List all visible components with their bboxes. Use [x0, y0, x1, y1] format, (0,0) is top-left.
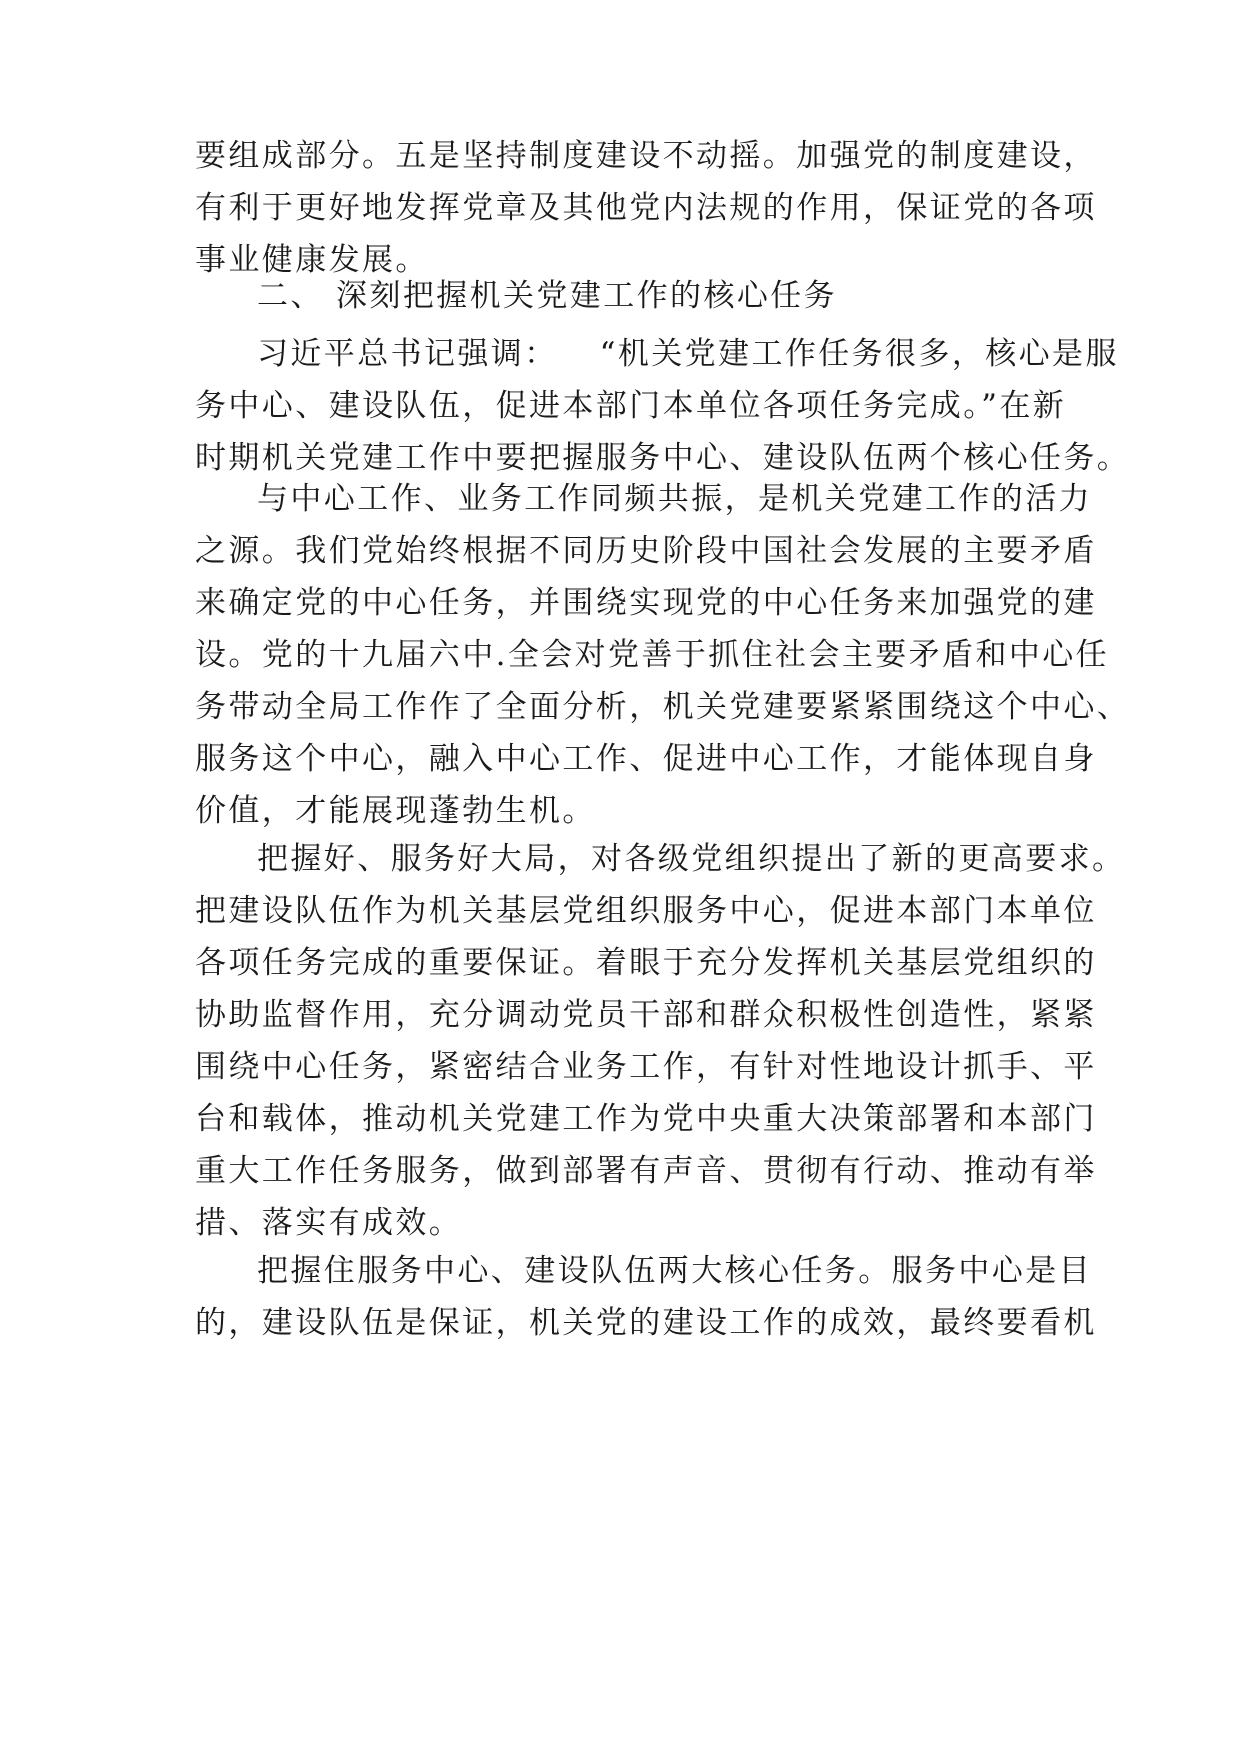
- quote-text: “机关党建工作任务很多，核心是服: [599, 336, 1119, 372]
- paragraph-line: 把建设队伍作为机关基层党组织服务中心，促进本部门本单位: [195, 893, 1097, 929]
- paragraph-4: [195, 833, 1126, 1249]
- paragraph-line: 事业健康发展。: [195, 242, 429, 278]
- paragraph-1: [195, 130, 1097, 286]
- paragraph-line: 来确定党的中心任务，并围绕实现党的中心任务来加强党的建: [195, 585, 1097, 621]
- paragraph-5: [195, 1245, 1097, 1349]
- paragraph-3: [195, 473, 1131, 837]
- paragraph-line: 之源。我们党始终根据不同历史阶段中国社会发展的主要矛盾: [195, 533, 1097, 569]
- paragraph-line: 时期机关党建工作中要把握服务中心、建设队伍两个核心任务。: [195, 440, 1131, 476]
- paragraph-line: 协助监督作用，充分调动党员干部和群众积极性创造性，紧紧: [195, 997, 1097, 1033]
- paragraph-line: 措、落实有成效。: [195, 1205, 463, 1241]
- paragraph-line: 重大工作任务服务，做到部署有声音、贯彻有行动、推动有举: [195, 1153, 1097, 1189]
- paragraph-line: 各项任务完成的重要保证。着眼于充分发挥机关基层党组织的: [195, 945, 1097, 981]
- paragraph-line: 台和载体，推动机关党建工作为党中央重大决策部署和本部门: [195, 1101, 1097, 1137]
- paragraph-line: 服务这个中心，融入中心工作、促进中心工作，才能体现自身: [195, 741, 1097, 777]
- paragraph-line: 与中心工作、业务工作同频共振，是机关党建工作的活力: [257, 481, 1092, 517]
- paragraph-line: 务中心、建设队伍，促进本部门本单位各项任务完成。”在新: [195, 388, 1067, 424]
- paragraph-line: 围绕中心任务，紧密结合业务工作，有针对性地设计抓手、平: [195, 1049, 1097, 1085]
- paragraph-line: 把握好、服务好大局，对各级党组织提出了新的更高要求。: [257, 841, 1126, 877]
- paragraph-line: 把握住服务中心、建设队伍两大核心任务。服务中心是目: [257, 1253, 1092, 1289]
- paragraph-line: 有利于更好地发挥党章及其他党内法规的作用，保证党的各项: [195, 190, 1097, 226]
- paragraph-line: 价值，才能展现蓬勃生机。: [195, 793, 596, 829]
- paragraph-line: [195, 328, 1119, 380]
- paragraph-line: 的，建设队伍是保证，机关党的建设工作的成效，最终要看机: [195, 1305, 1097, 1341]
- paragraph-2: [195, 328, 1131, 484]
- quote-lead: 习近平总书记强调：: [257, 336, 558, 372]
- paragraph-line: 设。党的十九届六中.全会对党善于抓住社会主要矛盾和中心任: [195, 637, 1110, 673]
- paragraph-line: 要组成部分。五是坚持制度建设不动摇。加强党的制度建设，: [195, 138, 1097, 174]
- section-heading-text: 二、 深刻把握机关党建工作的核心任务: [257, 278, 838, 314]
- section-heading: [195, 270, 1055, 322]
- paragraph-line: 务带动全局工作作了全面分析，机关党建要紧紧围绕这个中心、: [195, 689, 1131, 725]
